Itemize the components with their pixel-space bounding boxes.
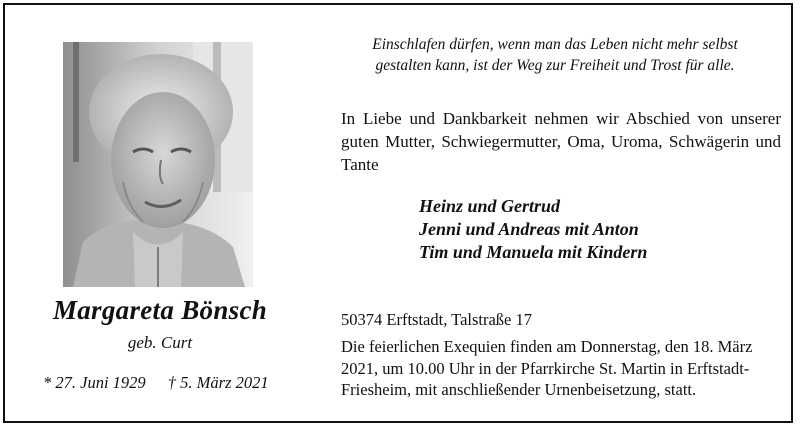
mourners-list bbox=[419, 195, 647, 264]
family-address: 50374 Erftstadt, Talstraße 17 bbox=[341, 310, 532, 329]
death-date: † 5. März 2021 bbox=[167, 373, 269, 392]
deceased-name: Margareta Bönsch bbox=[52, 295, 268, 325]
farewell-text: In Liebe und Dankbarkeit nehmen wir Abschied von unserer guten Mutter, Schwiegermutter, Oma, Uroma, Schwägerin und Tante bbox=[341, 109, 781, 174]
motto-line: gestalten kann, ist der Weg zur Freiheit und Trost für alle. bbox=[375, 57, 735, 74]
service-notice: Die feierlichen Exequien finden am Donnerstag, den 18. März 2021, um 10.00 Uhr in der Pfarrkirche St. Martin in Erftstadt-Friesheim, mit anschließender Urnenbeisetzung, statt. bbox=[341, 337, 753, 399]
obituary-frame bbox=[3, 3, 793, 423]
motto-quote bbox=[335, 34, 775, 76]
birth-date: * 27. Juni 1929 bbox=[43, 373, 146, 392]
portrait-photo bbox=[63, 42, 253, 287]
portrait-image bbox=[63, 42, 253, 287]
mourner-entry: Jenni und Andreas mit Anton bbox=[419, 219, 639, 239]
life-dates bbox=[43, 373, 287, 393]
maiden-name: geb. Curt bbox=[127, 333, 193, 352]
mourner-entry: Heinz und Gertrud bbox=[419, 196, 561, 216]
motto-line: Einschlafen dürfen, wenn man das Leben nicht mehr selbst bbox=[372, 36, 738, 53]
mourner-entry: Tim und Manuela mit Kindern bbox=[419, 242, 648, 262]
